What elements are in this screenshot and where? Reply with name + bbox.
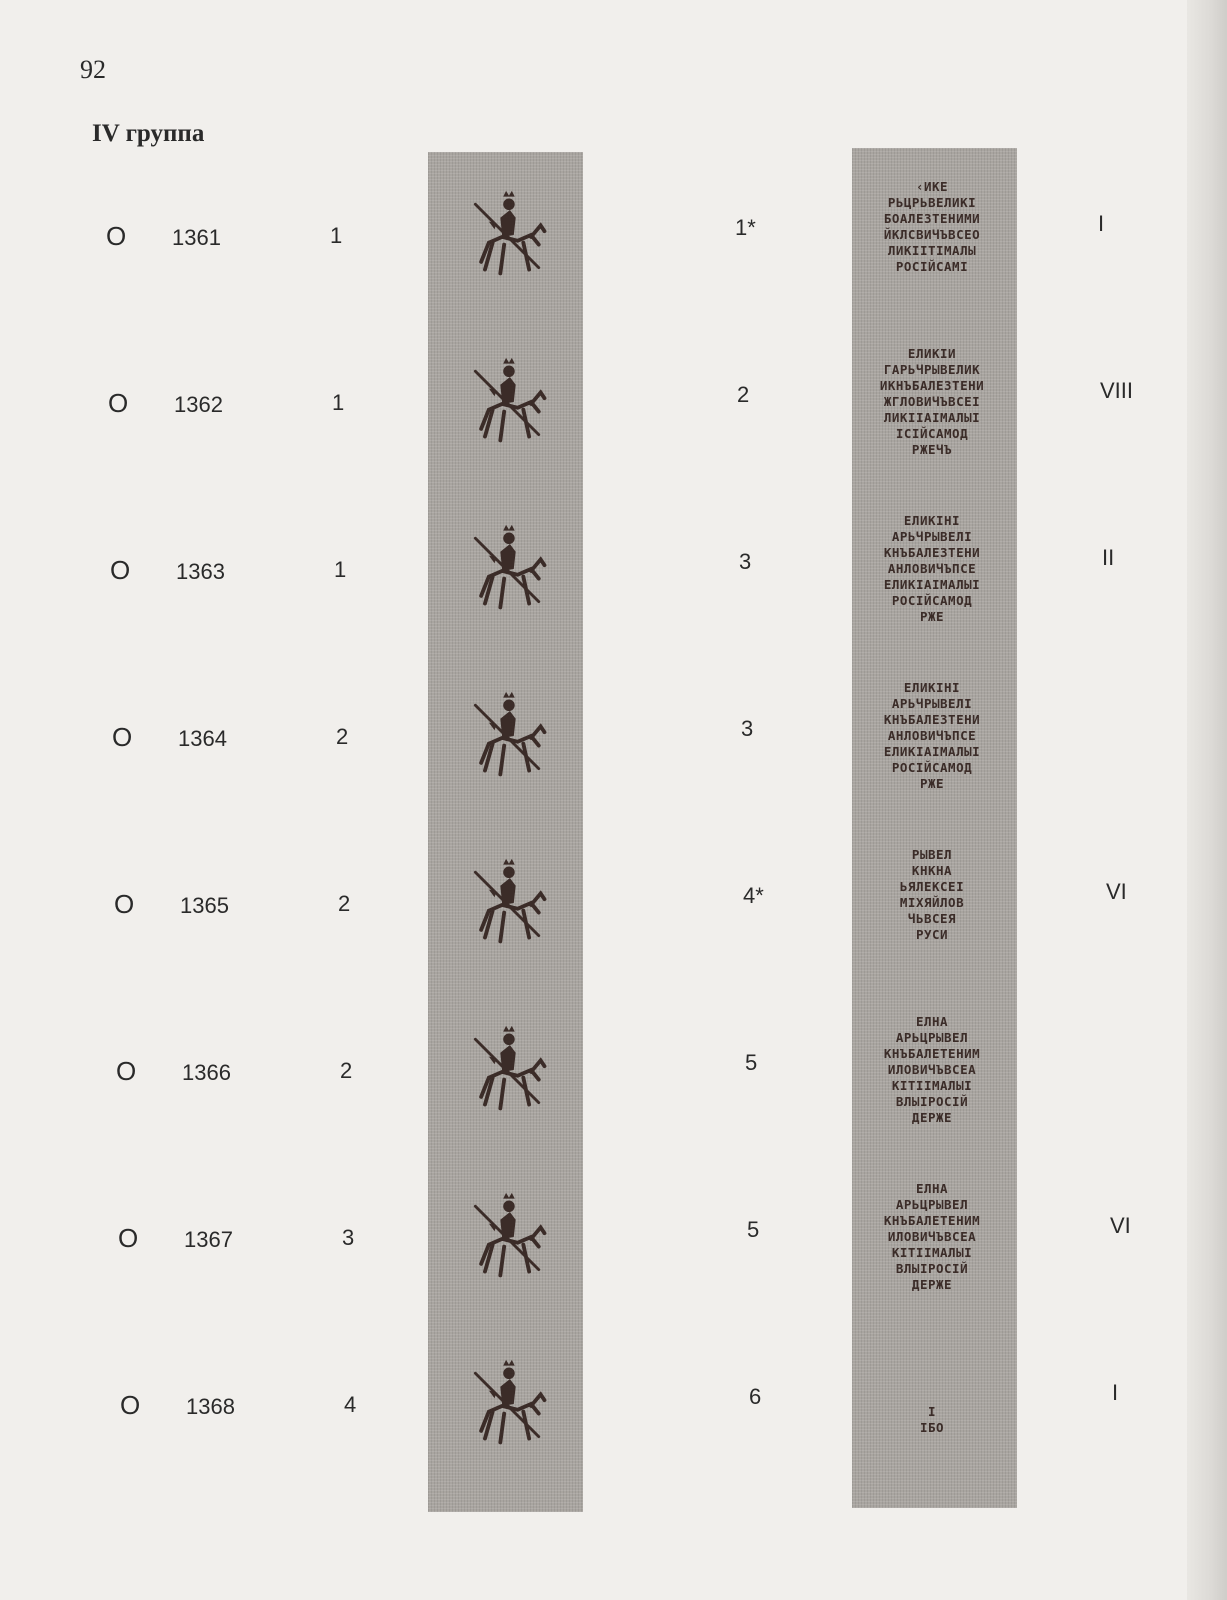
reverse-inscription [866,680,998,792]
coin-row [0,499,1227,669]
page-number: 92 [80,55,106,84]
inscription-line: ЕЛИКІНІ [903,513,961,528]
inscription-line: ДЕРЖЕ [911,1110,953,1125]
rider-obverse-image [460,1022,556,1118]
inscription-line: РОСІЙСАМІ [895,259,969,274]
group-roman-numeral: VI [1106,879,1127,904]
inscription-line: ЕЛНА [915,1181,949,1196]
reverse-inscription [866,179,998,275]
reverse-type: 4* [743,883,764,908]
inscription-line: КНЪБАЛЕЗТЕНИ [883,545,981,560]
inscription-line: АРЬЧРЫВЕЛІ [891,696,973,711]
inscription-line: КІТІІМАЛЫІ [891,1245,973,1260]
reverse-inscription [866,1181,998,1293]
group-roman-numeral: II [1102,545,1115,570]
coin-row [0,1167,1227,1337]
group-roman-numeral: VI [1110,1213,1131,1238]
obverse-type: 1 [334,557,347,582]
inscription-line: ЕЛИКІНІ [903,680,961,695]
inscription-line: АРЬЦРЫВЕЛ [895,1197,969,1212]
inscription-line: МІХЯЙЛОВ [899,895,965,910]
side-letter: O [118,1223,139,1253]
inscription-line: ІБО [919,1420,945,1435]
obverse-type: 2 [338,891,351,916]
rider-obverse-image [460,855,556,951]
inscription-line: РЖЕЧЪ [911,442,953,457]
group-title: IV группа [92,120,205,147]
catalog-number: 1361 [172,225,221,250]
rider-obverse-image [460,688,556,784]
side-letter: O [112,722,133,752]
inscription-line: ЬЯЛЕКСЕІ [899,879,965,894]
inscription-line: ЕЛНА [915,1014,949,1029]
obverse-type: 1 [332,390,345,415]
inscription-line: РУСИ [915,927,949,942]
inscription-line: КНЪБАЛЕЗТЕНИ [883,712,981,727]
rider-obverse-image [460,1356,556,1452]
reverse-inscription [866,1404,998,1436]
reverse-inscription [866,1014,998,1126]
obverse-type: 2 [340,1058,353,1083]
catalog-number: 1367 [184,1227,233,1252]
inscription-line: ГАРЬЧРЫВЕЛИК [883,362,981,377]
reverse-type: 5 [747,1217,760,1242]
rider-obverse-image [460,1189,556,1285]
catalog-number: 1362 [174,392,223,417]
inscription-line: РЖЕ [919,776,945,791]
rider-obverse-image [460,187,556,283]
inscription-line: ІСІЙСАМОД [895,426,969,441]
inscription-line: ВЛЫІРОСІЙ [895,1094,969,1109]
catalog-number: 1364 [178,726,227,751]
rider-obverse-image [460,521,556,617]
inscription-line: ЕЛИКІАІМАЛЫІ [883,577,981,592]
reverse-type: 1* [735,215,756,240]
side-letter: O [106,221,127,251]
inscription-line: КНКНА [911,863,953,878]
group-roman-numeral: VIII [1100,378,1134,403]
inscription-line: І [927,1404,937,1419]
inscription-line: ИКНЪБАЛЕЗТЕНИ [879,378,985,393]
obverse-type: 3 [342,1225,355,1250]
inscription-line: ‹ИКЕ [915,179,949,194]
inscription-line: ДЕРЖЕ [911,1277,953,1292]
reverse-inscription [866,847,998,943]
reverse-type: 2 [737,382,750,407]
inscription-line: АРЬЦРЫВЕЛ [895,1030,969,1045]
reverse-inscription [866,513,998,625]
inscription-line: РЖЕ [919,609,945,624]
inscription-line: ВЛЫІРОСІЙ [895,1261,969,1276]
inscription-line: РОСІЙСАМОД [891,593,973,608]
inscription-line: АНЛОВИЧЪПСЕ [887,728,977,743]
inscription-line: РЬЦРЬВЕЛИКІ [887,195,977,210]
inscription-line: БОАЛЕЗТЕНИМИ [883,211,981,226]
reverse-type: 6 [749,1384,762,1409]
rider-obverse-image [460,354,556,450]
coin-row [0,332,1227,502]
side-letter: O [108,388,129,418]
inscription-line: РОСІЙСАМОД [891,760,973,775]
inscription-line: ЕЛИКІИ [907,346,957,361]
inscription-line: ЧЬВСЕЯ [907,911,957,926]
reverse-type: 5 [745,1050,758,1075]
catalog-number: 1365 [180,893,229,918]
coin-row [0,666,1227,836]
reverse-type: 3 [741,716,754,741]
catalog-number: 1366 [182,1060,231,1085]
obverse-type: 2 [336,724,349,749]
side-letter: O [116,1056,137,1086]
inscription-line: ЙКЛСВИЧЪВСЕО [883,227,981,242]
side-letter: O [120,1390,141,1420]
coin-row [0,1334,1227,1504]
obverse-type: 1 [330,223,343,248]
inscription-line: ИЛОВИЧЪВСЕА [887,1229,977,1244]
inscription-line: КНЪБАЛЕТЕНИМ [883,1213,981,1228]
group-roman-numeral: I [1112,1380,1119,1405]
inscription-line: ЕЛИКІАІМАЛЫІ [883,744,981,759]
coin-row [0,1000,1227,1170]
reverse-type: 3 [739,549,752,574]
inscription-line: ЛИКІІАІМАЛЫІ [883,410,981,425]
side-letter: O [114,889,135,919]
group-roman-numeral: I [1098,211,1105,236]
inscription-line: КНЪБАЛЕТЕНИМ [883,1046,981,1061]
coin-row [0,833,1227,1003]
inscription-line: РЫВЕЛ [911,847,953,862]
inscription-line: АНЛОВИЧЪПСЕ [887,561,977,576]
obverse-type: 4 [344,1392,357,1417]
inscription-line: ЛИКІІТІМАЛЫ [887,243,977,258]
catalog-number: 1363 [176,559,225,584]
inscription-line: ИЛОВИЧЪВСЕА [887,1062,977,1077]
inscription-line: ЖГЛОВИЧЪВСЕІ [883,394,981,409]
reverse-inscription [866,346,998,458]
side-letter: O [110,555,131,585]
catalog-number: 1368 [186,1394,235,1419]
coin-row [0,165,1227,335]
inscription-line: КІТІІМАЛЫІ [891,1078,973,1093]
inscription-line: АРЬЧРЫВЕЛІ [891,529,973,544]
